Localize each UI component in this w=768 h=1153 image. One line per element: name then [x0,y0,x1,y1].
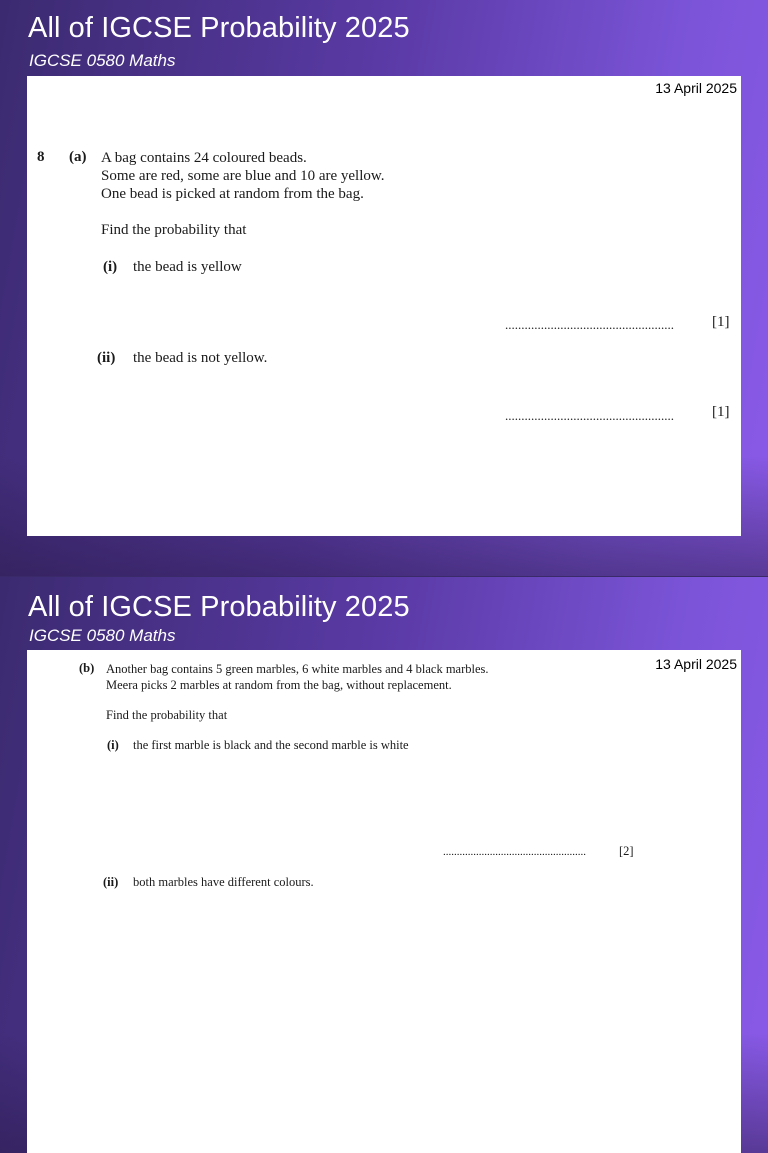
marks-label: [1] [712,314,730,330]
answer-line: .................................................... [443,846,586,858]
question-prompt: Find the probability that [101,222,247,238]
stem-line: Meera picks 2 marbles at random from the bag, without replacement. [106,678,452,692]
slide-date: 13 April 2025 [655,80,737,96]
question-prompt: Find the probability that [106,708,228,722]
question-panel [27,650,741,1153]
slide-subtitle: IGCSE 0580 Maths [29,51,176,70]
answer-line: .................................................... [505,408,674,423]
slide-title: All of IGCSE Probability 2025 [28,12,410,44]
question-panel [27,76,741,536]
subpart-label: (i) [107,738,119,752]
slide-1 [0,0,768,576]
slide-date: 13 April 2025 [655,656,737,672]
subpart-text: the bead is not yellow. [133,350,268,366]
subpart-text: both marbles have different colours. [133,875,314,889]
subpart-label: (i) [103,259,118,275]
answer-line: .................................................... [505,317,674,332]
marks-label: [2] [619,844,634,858]
question-part-label: (a) [69,149,87,165]
subpart-label: (ii) [97,350,116,366]
question-stem [101,149,385,203]
stem-line: Some are red, some are blue and 10 are yellow. [101,168,385,184]
marks-label: [1] [712,404,730,420]
question-stem [106,661,489,693]
question-part-label: (b) [79,661,95,675]
subpart-text: the first marble is black and the second marble is white [133,738,409,752]
subpart-label: (ii) [103,875,119,889]
slide-title: All of IGCSE Probability 2025 [28,591,410,623]
stem-line: A bag contains 24 coloured beads. [101,150,307,166]
stem-line: One bead is picked at random from the bag. [101,186,364,202]
question-number: 8 [37,149,45,165]
subpart-text: the bead is yellow [133,259,242,275]
stem-line: Another bag contains 5 green marbles, 6 white marbles and 4 black marbles. [106,662,489,676]
slide-subtitle: IGCSE 0580 Maths [29,626,176,645]
slide-2 [0,577,768,1153]
